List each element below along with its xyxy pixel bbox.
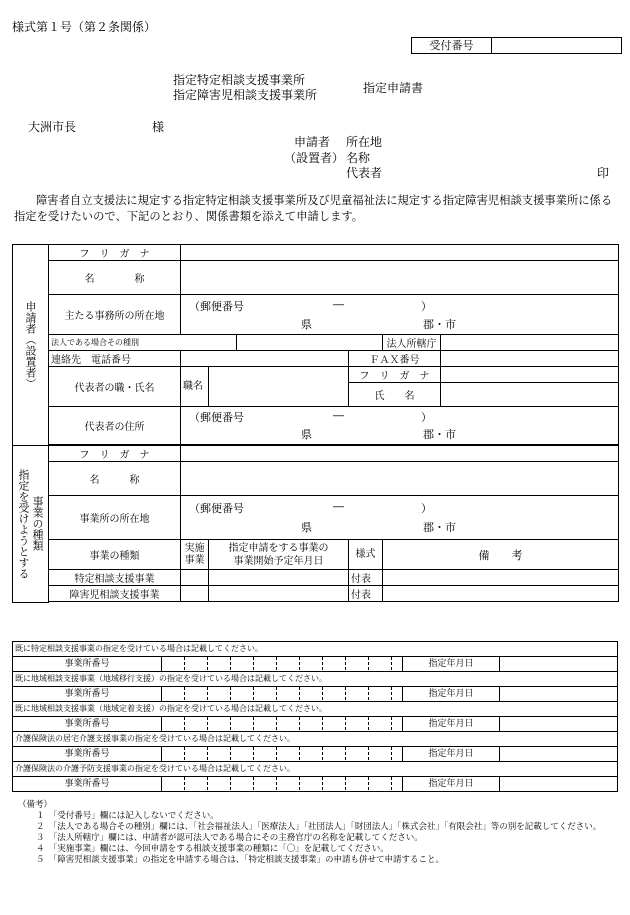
- prior-designations: [12, 641, 618, 792]
- rep-title-name-label: 代表者の職・氏名: [49, 367, 181, 407]
- office-no-input[interactable]: [162, 717, 403, 731]
- note-3: ３ 「法人所轄庁」欄には、申請者が認可法人である場合にその主務官庁の名称を記載してください。: [36, 833, 423, 843]
- digit-cell[interactable]: [277, 777, 300, 790]
- digit-cell[interactable]: [369, 747, 392, 760]
- digit-cell[interactable]: [369, 687, 392, 700]
- business-kind-label: 事業の種類: [49, 540, 181, 570]
- seal-mark: 印: [597, 166, 610, 180]
- digit-cell[interactable]: [208, 717, 231, 730]
- office-postal-dash: ―: [333, 499, 344, 513]
- note-2: ２ 「法人である場合その種別」欄には、「社会福祉法人」「医療法人」「社団法人」「財団法人」「株式会社」「有限会社」等の別を記載してください。: [36, 822, 602, 832]
- application-table: [12, 244, 619, 603]
- office-postal-close: ）: [421, 501, 432, 515]
- section-applicant-label: 申請者（設置者）: [24, 301, 37, 389]
- prior-note-2: 既に地域相談支援事業（地域移行支援）の指定を受けている場合は記載してください。: [12, 671, 618, 686]
- addressee: 大洲市長: [28, 120, 77, 134]
- svc-child-remarks[interactable]: [383, 586, 619, 602]
- office-no-input[interactable]: [162, 777, 403, 791]
- main-office-input[interactable]: [181, 295, 619, 335]
- main-office-label: 主たる事務所の所在地: [49, 295, 181, 335]
- office-no-input[interactable]: [162, 687, 403, 701]
- title-suffix: 指定申請書: [363, 81, 424, 95]
- contact-phone-label: [49, 351, 181, 367]
- digit-cell[interactable]: [162, 657, 185, 670]
- receipt-number-field[interactable]: [492, 38, 621, 53]
- prior-row-2: [12, 686, 618, 701]
- digit-cell[interactable]: [254, 777, 277, 790]
- office-name-label: 名 称: [49, 462, 181, 496]
- office-furigana-label: フ リ ガ ナ: [49, 446, 181, 462]
- digit-cell[interactable]: [277, 717, 300, 730]
- prior-note-3: 既に地域相談支援事業（地域定着支援）の指定を受けている場合は記載してください。: [12, 701, 618, 716]
- digit-cell[interactable]: [231, 717, 254, 730]
- digit-cell[interactable]: [162, 777, 185, 790]
- digit-cell[interactable]: [369, 717, 392, 730]
- furigana-label: フ リ ガ ナ: [49, 245, 181, 261]
- office-postal-label: （郵便番号: [189, 501, 244, 515]
- digit-cell[interactable]: [254, 747, 277, 760]
- digit-cell[interactable]: [231, 747, 254, 760]
- rep-name-label: 氏 名: [349, 383, 441, 407]
- title-line1: 指定特定相談支援事業所: [173, 73, 306, 87]
- digit-cell[interactable]: [300, 687, 323, 700]
- notes-section: [18, 800, 619, 866]
- prior-row-1: [12, 656, 618, 671]
- prior-row-4: [12, 746, 618, 761]
- digit-cell[interactable]: [208, 687, 231, 700]
- digit-cell[interactable]: [185, 747, 208, 760]
- digit-cell[interactable]: [346, 777, 369, 790]
- digit-cell[interactable]: [369, 777, 392, 790]
- rep-address-label: 代表者の住所: [49, 407, 181, 445]
- section-applicant: [13, 245, 49, 446]
- office-name-input[interactable]: [181, 462, 619, 496]
- rep-postal-close: ）: [421, 410, 432, 424]
- rep-furigana-input[interactable]: [441, 367, 619, 383]
- title-line2: 指定障害児相談支援事業所: [173, 88, 318, 102]
- digit-cell[interactable]: [231, 657, 254, 670]
- office-no-label: 事業所番号: [13, 777, 162, 791]
- svc-specific-label: 特定相談支援事業: [49, 570, 181, 586]
- office-no-label: 事業所番号: [13, 687, 162, 701]
- svc-specific-date[interactable]: [209, 570, 349, 586]
- digit-cell[interactable]: [208, 747, 231, 760]
- digit-cell[interactable]: [185, 717, 208, 730]
- phone-label: 電話番号: [91, 355, 131, 366]
- digit-cell[interactable]: [277, 657, 300, 670]
- contact-label: 連絡先: [51, 355, 81, 366]
- digit-cell[interactable]: [369, 657, 392, 670]
- office-furigana-input[interactable]: [181, 446, 619, 462]
- digit-cell[interactable]: [323, 687, 346, 700]
- prior-note-5: 介護保険法の介護予防支援事業の指定を受けている場合は記載してください。: [12, 761, 618, 776]
- digit-cell[interactable]: [300, 717, 323, 730]
- rep-district-city-label: 郡・市: [423, 427, 456, 441]
- start-date-label: [209, 540, 349, 570]
- rep-prefecture-label: 県: [301, 427, 312, 441]
- note-5: ５ 「障害児相談支援事業」の指定を申請する場合は、「特定相談支援事業」の申請も併せて申請すること。: [36, 855, 445, 865]
- office-no-label: 事業所番号: [13, 747, 162, 761]
- designated-date-label: 指定年月日: [403, 717, 500, 731]
- digit-cell[interactable]: [300, 777, 323, 790]
- digit-cell[interactable]: [323, 777, 346, 790]
- postal-dash: ―: [333, 297, 344, 311]
- prior-note-1: 既に特定相談支援事業の指定を受けている場合は記載してください。: [12, 641, 618, 656]
- digit-cell[interactable]: [300, 657, 323, 670]
- svc-child-impl[interactable]: [181, 586, 209, 602]
- digit-cell[interactable]: [162, 747, 185, 760]
- form-id: 様式第１号（第２条関係）: [12, 20, 157, 34]
- corp-authority-label: 法人所轄庁: [383, 335, 441, 351]
- implementation-label: 実施事業: [181, 540, 209, 570]
- applicant-sub: （設置者）: [284, 151, 345, 165]
- style-label: 様式: [349, 540, 383, 570]
- intro-text: 障害者自立支援法に規定する指定特定相談支援事業所及び児童福祉法に規定する指定障害児相談支援事業所に係る指定を受けたいので、下記のとおり、関係書類を添えて申請します。: [14, 194, 613, 223]
- honorific: 様: [152, 120, 165, 134]
- office-location-label: 事業所の所在地: [49, 496, 181, 540]
- office-no-input[interactable]: [162, 747, 403, 761]
- rep-name-input[interactable]: [441, 383, 619, 407]
- office-no-label: 事業所番号: [13, 657, 162, 671]
- remarks-label: 備 考: [383, 540, 619, 570]
- digit-cell[interactable]: [346, 717, 369, 730]
- svc-specific-remarks[interactable]: [383, 570, 619, 586]
- designated-date-input[interactable]: [500, 717, 617, 731]
- receipt-label: 受付番号: [412, 38, 492, 53]
- digit-cell[interactable]: [254, 657, 277, 670]
- designated-date-input[interactable]: [500, 657, 617, 671]
- prior-note-4: 介護保険法の居宅介護支援事業の指定を受けている場合は記載してください。: [12, 731, 618, 746]
- postal-label: （郵便番号: [189, 299, 244, 313]
- digit-cell[interactable]: [323, 747, 346, 760]
- designated-date-label: 指定年月日: [403, 687, 500, 701]
- svc-child-style: 付表: [349, 586, 383, 602]
- digit-cell[interactable]: [254, 717, 277, 730]
- section-business-label-b: 事業の種類: [31, 496, 44, 552]
- svc-child-date[interactable]: [209, 586, 349, 602]
- notes-title: （備考）: [18, 800, 53, 810]
- digit-cell[interactable]: [185, 657, 208, 670]
- section-business-label-a: 指定を受けようとする: [17, 468, 30, 579]
- name-label: 名称: [346, 151, 371, 165]
- designated-date-input[interactable]: [500, 777, 617, 791]
- digit-cell[interactable]: [277, 747, 300, 760]
- start-date-label-a: 指定申請をする事業の: [228, 542, 329, 554]
- rep-label: 代表者: [346, 166, 383, 180]
- rep-furigana-label: フ リ ガ ナ: [349, 367, 441, 383]
- digit-cell[interactable]: [277, 687, 300, 700]
- receipt-box: [411, 37, 622, 54]
- svc-child-label: 障害児相談支援事業: [49, 586, 181, 602]
- note-4: ４ 「実施事業」欄には、今回申請をする相談支援事業の種類に「〇」を記載してください。: [36, 844, 389, 854]
- fax-input[interactable]: [441, 351, 619, 367]
- office-district-city-label: 郡・市: [423, 520, 456, 534]
- digit-cell[interactable]: [346, 747, 369, 760]
- rep-address-input[interactable]: [181, 407, 619, 445]
- digit-cell[interactable]: [185, 777, 208, 790]
- post-label: 職名: [181, 367, 209, 407]
- digit-cell[interactable]: [346, 687, 369, 700]
- digit-cell[interactable]: [208, 777, 231, 790]
- prior-row-3: [12, 716, 618, 731]
- designated-date-label: 指定年月日: [403, 657, 500, 671]
- digit-cell[interactable]: [346, 657, 369, 670]
- section-business: [13, 446, 49, 603]
- digit-cell[interactable]: [162, 687, 185, 700]
- fax-label: ＦＡＸ番号: [349, 351, 441, 367]
- corp-type-label: 法人である場合その種別: [49, 335, 237, 351]
- name-input[interactable]: [181, 261, 619, 295]
- rep-postal-label: （郵便番号: [189, 410, 244, 424]
- digit-cell[interactable]: [323, 657, 346, 670]
- prior-row-5: [12, 776, 618, 792]
- location-label: 所在地: [346, 135, 383, 149]
- start-date-label-b: 事業開始予定年月日: [233, 555, 324, 567]
- digit-cell[interactable]: [254, 687, 277, 700]
- digit-cell[interactable]: [323, 717, 346, 730]
- office-no-input[interactable]: [162, 657, 403, 671]
- office-prefecture-label: 県: [301, 520, 312, 534]
- applicant-label: 申請者: [294, 135, 331, 149]
- designated-date-input[interactable]: [500, 747, 617, 761]
- note-1: １ 「受付番号」欄には記入しないでください。: [36, 811, 219, 821]
- digit-cell[interactable]: [300, 747, 323, 760]
- digit-cell[interactable]: [231, 777, 254, 790]
- district-city-label: 郡・市: [423, 317, 456, 331]
- post-input[interactable]: [209, 367, 349, 407]
- corp-type-input[interactable]: [237, 335, 383, 351]
- furigana-input[interactable]: [181, 245, 619, 261]
- digit-cell[interactable]: [185, 687, 208, 700]
- office-no-label: 事業所番号: [13, 717, 162, 731]
- corp-authority-input[interactable]: [441, 335, 619, 351]
- svc-specific-impl[interactable]: [181, 570, 209, 586]
- office-location-input[interactable]: [181, 496, 619, 540]
- designated-date-input[interactable]: [500, 687, 617, 701]
- digit-cell[interactable]: [231, 687, 254, 700]
- svc-specific-style: 付表: [349, 570, 383, 586]
- prefecture-label: 県: [301, 317, 312, 331]
- name-cell-label: 名 称: [49, 261, 181, 295]
- designated-date-label: 指定年月日: [403, 777, 500, 791]
- designated-date-label: 指定年月日: [403, 747, 500, 761]
- phone-input[interactable]: [181, 351, 349, 367]
- digit-cell[interactable]: [208, 657, 231, 670]
- digit-cell[interactable]: [162, 717, 185, 730]
- rep-postal-dash: ―: [333, 408, 344, 422]
- postal-close: ）: [421, 299, 432, 313]
